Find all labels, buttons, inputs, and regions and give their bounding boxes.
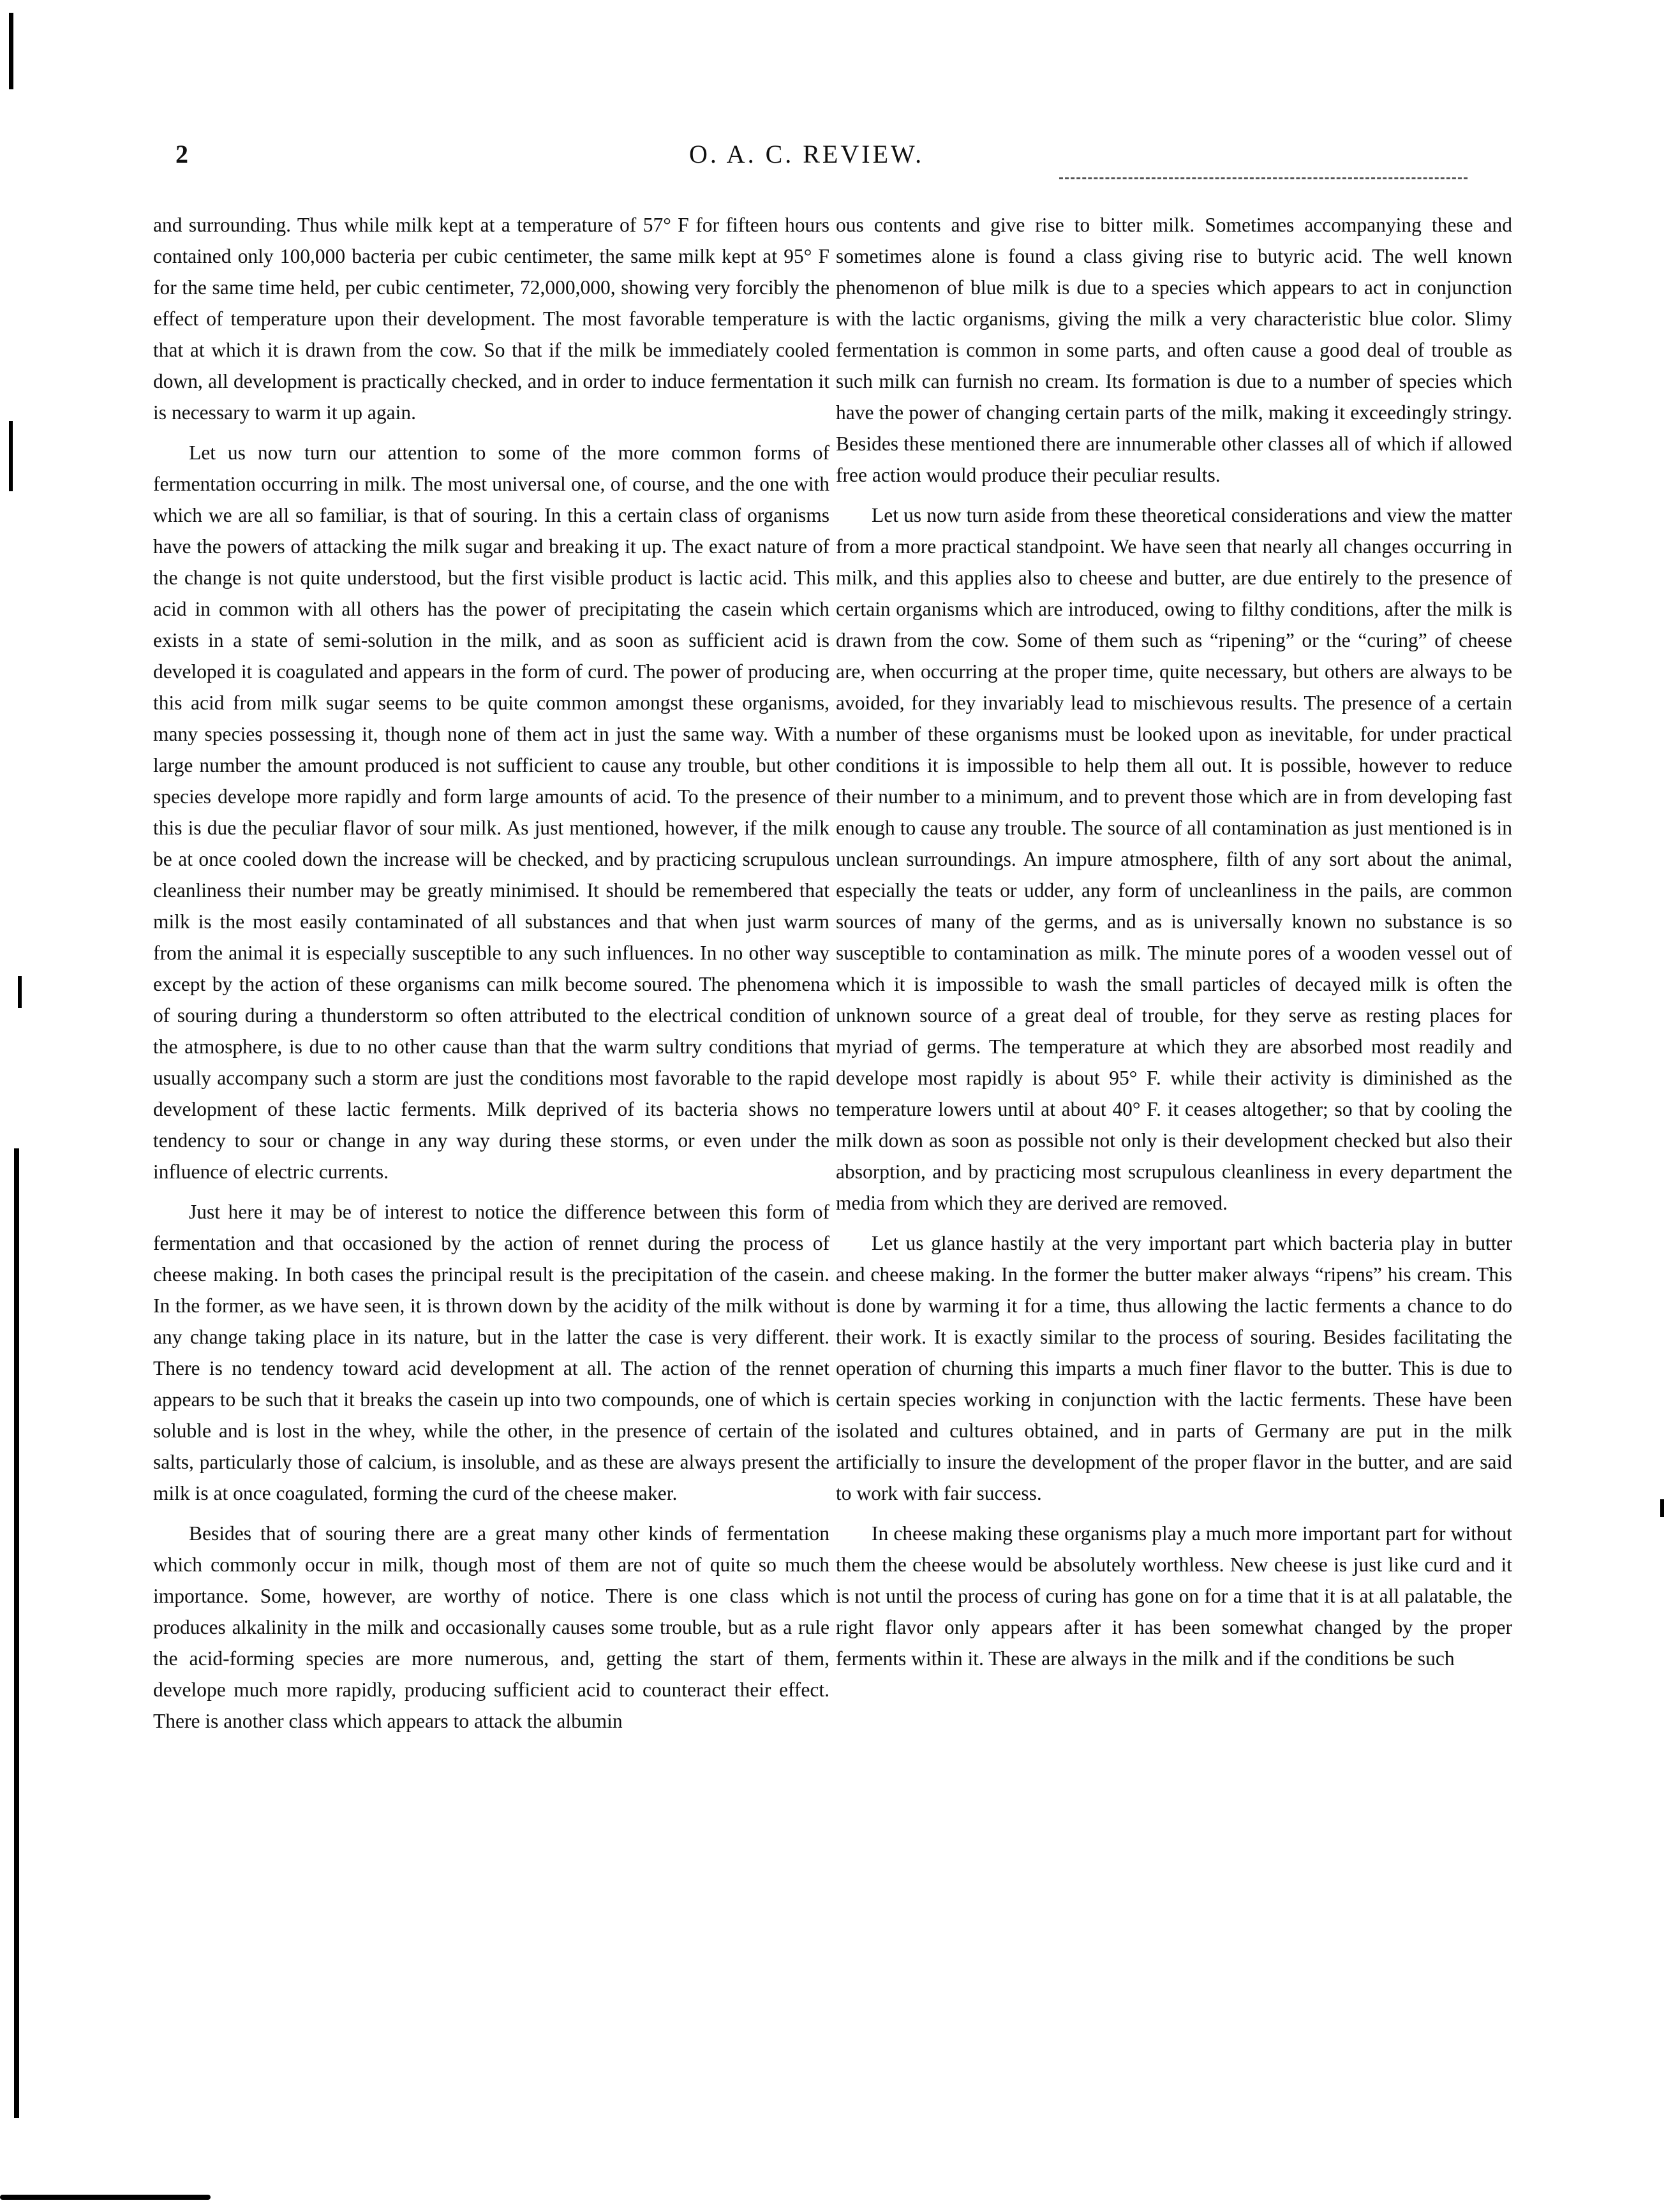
left-column (153, 209, 829, 1746)
right-column (836, 209, 1512, 1683)
right-paragraph-2: Let us now turn aside from these theoretical considerations and view the matter from a more practical standpoint. We have seen that nearly all changes occurring in milk, and this applies also to cheese and butter, are due entirely to the presence of certain organisms which are introduced, owing to filthy conditions, after the milk is drawn from the cow. Some of them such as “ripening” or the “curing” of cheese are, when occurring at the proper time, quite necessary, but others are always to be avoided, for they invariably lead to mischievous results. The presence of a certain number of these organisms must be looked upon as inevitable, for under practical conditions it is impossible to help them all out. It is possible, however to reduce their number to a minimum, and to prevent those which are in from developing fast enough to cause any trouble. The source of all contamination as just mentioned is in unclean surroundings. An impure atmosphere, filth of any sort about the animal, especially the teats or udder, any form of uncleanliness in the pails, are common sources of many of the germs, and as is universally known no substance is so susceptible to contamination as milk. The minute pores of a wooden vessel out of which it is impossible to wash the small particles of decayed milk is often the unknown source of a great deal of trouble, for they serve as resting places for myriad of germs. The temperature at which they are absorbed most readily and develope most rapidly is about 95° F. while their activity is diminished as the temperature lowers until at about 40° F. it ceases altogether; so that by cooling the milk down as soon as possible not only is their development checked but also their absorption, and by practicing most scrupulous cleanliness in every department the media from which they are derived are removed. (836, 504, 1512, 1214)
left-paragraph-4: Besides that of souring there are a great many other kinds of fermentation which commonly occur in milk, though most of them are not of quite so much importance. Some, however, are worthy of notice. There is one class which produces alkalinity in the milk and occasionally causes some trouble, but as a rule the acid-forming species are more numerous, and, getting the start of them, develope much more rapidly, producing sufficient acid to counteract their effect. There is another class which appears to attack the albumin (153, 1522, 829, 1732)
running-head-title: O. A. C. REVIEW. (689, 140, 925, 168)
scan-edge-mark-right (1660, 1499, 1664, 1517)
scan-bottom-blot (0, 2195, 211, 2200)
right-paragraph-1: ous contents and give rise to bitter milk. Sometimes accompanying these and sometimes alone is found a class giving rise to butyric acid. The well known phenomenon of blue milk is due to a species which appears to act in conjunction with the lactic organisms, giving the milk a very characteristic blue color. Slimy fermentation is common in some parts, and often cause a good deal of trouble as such milk can furnish no cream. Its formation is due to a number of species which have the power of changing certain parts of the milk, making it exceedingly stringy. Besides these mentioned there are innumerable other classes all of which if allowed free action would produce their peculiar results. (836, 214, 1512, 486)
left-paragraph-3: Just here it may be of interest to notice the difference between this form of fermentation and that occasioned by the action of rennet during the process of cheese making. In both cases the principal result is the precipitation of the casein. In the former, as we have seen, it is thrown down by the acidity of the milk without any change taking place in its nature, but in the latter the case is very different. There is no tendency toward acid development at all. The action of the rennet appears to be such that it breaks the casein up into two compounds, one of which is soluble and is lost in the whey, while the other, in the presence of certain of the salts, particularly those of calcium, is insoluble, and as these are always present the milk is at once coagulated, forming the curd of the cheese maker. (153, 1201, 829, 1504)
right-paragraph-3: Let us glance hastily at the very important part which bacteria play in butter and cheese making. In the former the butter maker always “ripens” his cream. This is done by warming it for a time, thus allowing the lactic ferments a chance to do their work. It is exactly similar to the process of souring. Besides facilitating the operation of churning this imparts a much finer flavor to the butter. This is due to certain species working in conjunction with the lactic ferments. These have been isolated and cultures obtained, and in parts of Germany are put in the milk artificially to insure the development of the proper flavor in the butter, and are said to work with fair success. (836, 1232, 1512, 1504)
left-paragraph-1: and surrounding. Thus while milk kept at a temperature of 57° F for fifteen hours contained only 100,000 bacteria per cubic centimeter, the same milk kept at 95° F for the same time held, per cubic centimeter, 72,000,000, showing very forcibly the effect of temperature upon their development. The most favorable temperature is that at which it is drawn from the cow. So that if the milk be immediately cooled down, all development is practically checked, and in order to induce fermentation it is necessary to warm it up again. (153, 214, 829, 424)
scan-edge-mark-mid (18, 976, 22, 1008)
scan-edge-mark-top (9, 13, 13, 89)
scan-edge-mark-upper (9, 421, 13, 491)
header-rule (1059, 177, 1468, 179)
left-paragraph-2: Let us now turn our attention to some of the more common forms of fermentation occurring in milk. The most universal one, of course, and the one with which we are all so familiar, is that of souring. In this a certain class of organisms have the powers of attacking the milk sugar and breaking it up. The exact nature of the change is not quite understood, but the first visible product is lactic acid. This acid in common with all others has the power of precipitating the casein which exists in a state of semi-solution in the milk, and as soon as sufficient acid is developed it is coagulated and appears in the form of curd. The power of producing this acid from milk sugar seems to be quite common amongst these organisms, many species possessing it, though none of them act in just the same way. With a large number the amount produced is not sufficient to cause any trouble, but other species develope more rapidly and form large amounts of acid. To the presence of this is due the peculiar flavor of sour milk. As just mentioned, however, if the milk be at once cooled down the increase will be checked, and by practicing scrupulous cleanliness their number may be greatly minimised. It should be remembered that milk is the most easily contaminated of all substances and that when just warm from the animal it is especially susceptible to any such influences. In no other way except by the action of these organisms can milk become soured. The phenomena of souring during a thunderstorm so often attributed to the electrical condition of the atmosphere, is due to no other cause than that the warm sultry conditions that usually accompany such a storm are just the conditions most favorable to the rapid development of these lactic ferments. Milk deprived of its bacteria shows no tendency to sour or change in any way during these storms, or even under the influence of electric currents. (153, 441, 829, 1183)
right-paragraph-4: In cheese making these organisms play a much more important part for without them the cheese would be absolutely worthless. New cheese is just like curd and it is not until the process of curing has gone on for a time that it is at all palatable, the right flavor only appears after it has been somewhat changed by the proper ferments within it. These are always in the milk and if the conditions be such (836, 1522, 1512, 1670)
scan-edge-mark-lower (14, 1148, 19, 2118)
page-number: 2 (175, 140, 188, 168)
